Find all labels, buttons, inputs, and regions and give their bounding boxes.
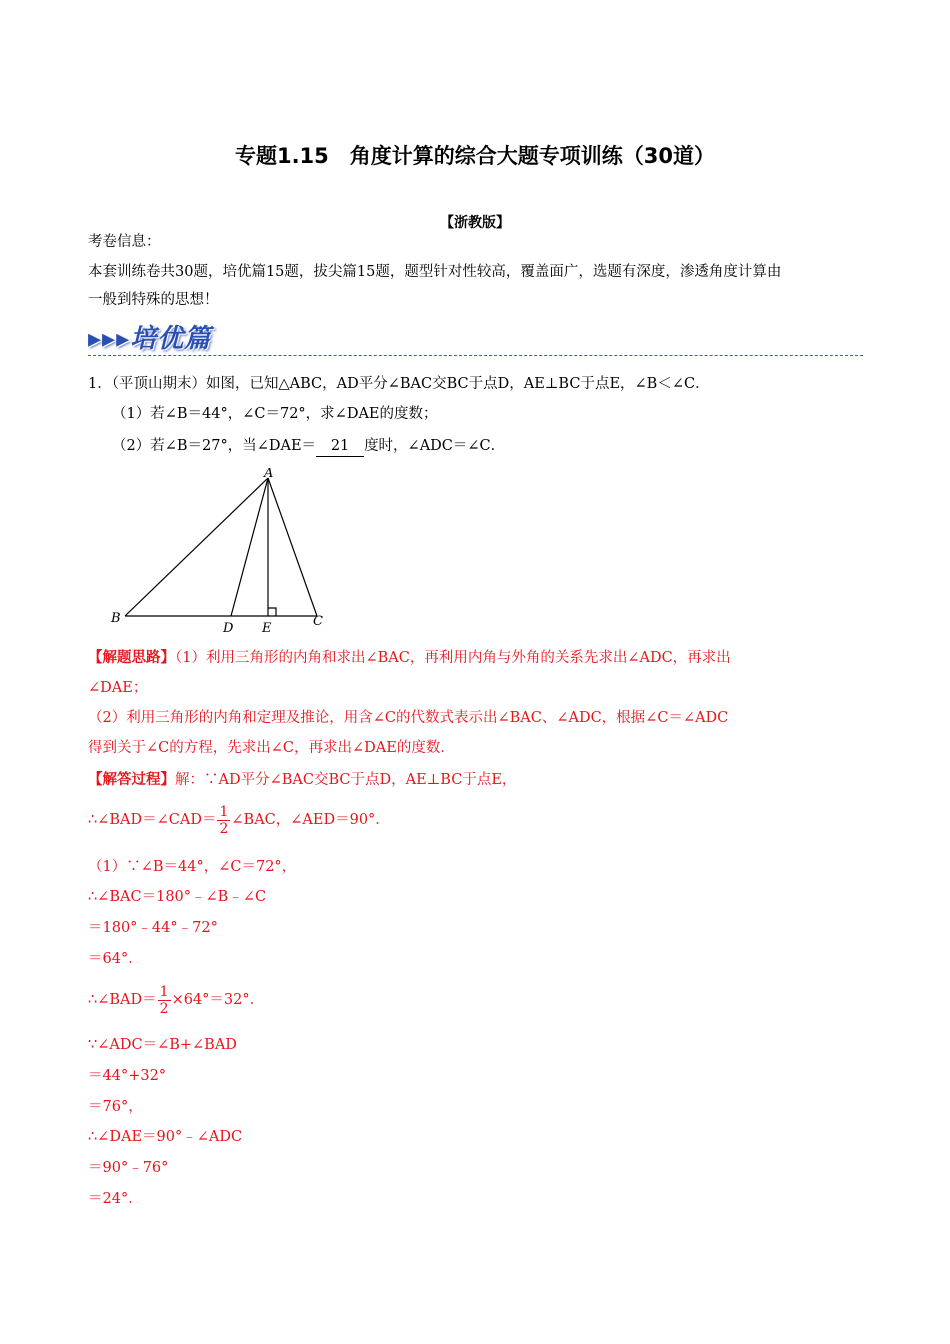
idea-line-2: ∠DAE； xyxy=(88,680,148,696)
step-4: ＝180°﹣44°﹣72° xyxy=(88,920,218,936)
answer-blank: 21 xyxy=(316,436,364,457)
step-1 xyxy=(88,800,390,840)
fraction-half-2: $\frac{1}{2}$ xyxy=(159,983,169,1017)
step-10: ∴∠DAE＝90°﹣∠ADC xyxy=(88,1129,243,1145)
question-part-1: （1）若∠B＝44°，∠C＝72°，求∠DAE的度数； xyxy=(112,406,438,422)
step-11: ＝90°﹣76° xyxy=(88,1160,169,1176)
question-part-2 xyxy=(112,436,505,457)
step-6 xyxy=(88,980,264,1020)
step-2: （1）∵∠B＝44°，∠C＝72°， xyxy=(88,859,297,875)
label-d: D xyxy=(223,621,234,636)
fraction-half: $\frac{1}{2}$ xyxy=(219,803,229,837)
step-1-before: ∴∠BAD＝∠CAD＝ xyxy=(88,812,217,828)
step-5: ＝64°． xyxy=(88,951,143,967)
step-3: ∴∠BAC＝180°﹣∠B﹣∠C xyxy=(88,889,267,905)
segment-ab xyxy=(125,478,268,616)
triangle-figure xyxy=(105,468,335,636)
part-2-text-after: 度时，∠ADC＝∠C． xyxy=(364,438,506,454)
page-title: 专题1.15 角度计算的综合大题专项训练（30道） xyxy=(234,144,716,168)
part-2-text-before: （2）若∠B＝27°，当∠DAE＝ xyxy=(112,438,317,454)
segment-ad xyxy=(231,478,268,616)
info-label: 考卷信息： xyxy=(88,234,161,250)
step-8: ＝44°+32° xyxy=(88,1068,167,1084)
label-b: B xyxy=(111,611,121,626)
edition-label: 【浙教版】 xyxy=(440,215,510,231)
step-9: ＝76°， xyxy=(88,1099,143,1115)
step-7: ∵∠ADC＝∠B+∠BAD xyxy=(88,1037,237,1053)
segment-ac xyxy=(268,478,317,616)
process-text: 解：∵AD平分∠BAC交BC于点D，AE⊥BC于点E， xyxy=(175,772,517,788)
idea-line-4: 得到关于∠C的方程，先求出∠C，再求出∠DAE的度数． xyxy=(88,740,455,756)
question-stem: 1．（平顶山期末）如图，已知△ABC，AD平分∠BAC交BC于点D，AE⊥BC于点E，∠B＜∠C． xyxy=(88,376,710,392)
step-1-after: ∠BAC，∠AED＝90°． xyxy=(231,812,390,828)
idea-line-3: （2）利用三角形的内角和定理及推论，用含∠C的代数式表示出∠BAC、∠ADC，根据∠C＝∠ADC xyxy=(88,710,729,726)
step-12: ＝24°． xyxy=(88,1191,143,1207)
right-angle-mark xyxy=(268,608,276,616)
section-divider xyxy=(88,355,863,356)
info-line-2: 一般到特殊的思想！ xyxy=(88,292,219,308)
info-line-1: 本套训练卷共30题，培优篇15题，拔尖篇15题，题型针对性较高，覆盖面广，选题有深度，渗透角度计算由 xyxy=(88,264,782,280)
idea-label: 【解题思路】 xyxy=(88,650,175,666)
section-banner: ▸▸▸培优篇 xyxy=(88,324,212,354)
label-c: C xyxy=(313,614,323,629)
idea-line-1 xyxy=(88,648,731,668)
label-a: A xyxy=(264,468,274,481)
idea-1a: （1）利用三角形的内角和求出∠BAC，再利用内角与外角的关系先求出∠ADC，再求出 xyxy=(175,650,731,666)
step-6-after: ×64°＝32°． xyxy=(171,992,265,1008)
step-6-before: ∴∠BAD＝ xyxy=(88,992,157,1008)
process-line xyxy=(88,770,516,790)
process-label: 【解答过程】 xyxy=(88,772,175,788)
label-e: E xyxy=(262,621,272,636)
